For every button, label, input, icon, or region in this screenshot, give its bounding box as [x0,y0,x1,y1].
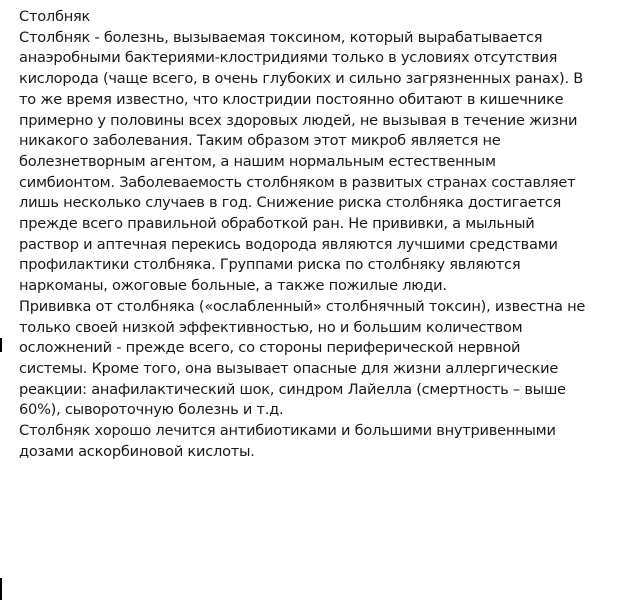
text-line: Столбняк - болезнь, вызываемая токсином, который вырабатывается [19,28,543,46]
text-line: 60%), сывороточную болезнь и т.д. [19,401,284,419]
text-line: профилактики столбняка. Группами риска по столбняку являются [19,256,521,274]
text-line: болезнетворным агентом, а нашим нормальным естественным [19,152,496,170]
text-line: осложнений - прежде всего, со стороны периферической нервной [19,339,521,357]
text-line: Прививка от столбняка («ослабленный» столбнячный токсин), известна не [19,297,586,315]
text-line: наркоманы, ожоговые больные, а также пожилые люди. [19,277,447,295]
document-title: Столбняк [19,8,91,25]
text-line: никакого заболевания. Таким образом этот микроб является не [19,132,501,150]
document-text [19,7,625,462]
text-line: только своей низкой эффективностью, но и большим количеством [19,318,523,336]
left-edge-mark-bottom [0,578,2,600]
text-line: Столбняк хорошо лечится антибиотиками и большими внутривенными [19,422,556,440]
text-line: дозами аскорбиновой кислоты. [19,442,255,460]
left-edge-mark-top [0,338,2,352]
text-line: раствор и аптечная перекись водорода являются лучшими средствами [19,235,558,253]
text-line: прежде всего правильной обработкой ран. Не прививки, а мыльный [19,215,535,233]
text-line: симбионтом. Заболеваемость столбняком в развитых странах составляет [19,173,576,191]
text-line: примерно у половины всех здоровых людей, не вызывая в течение жизни [19,111,578,129]
text-line: кислорода (чаще всего, в очень глубоких и сильно загрязненных ранах). В [19,70,584,88]
text-line: то же время известно, что клостридии постоянно обитают в кишечнике [19,90,564,108]
text-line: лишь несколько случаев в год. Снижение риска столбняка достигается [19,194,562,212]
text-line: анаэробными бактериями-клостридиями только в условиях отсутствия [19,49,558,67]
text-line: реакции: анафилактический шок, синдром Лайелла (смертность – выше [19,380,566,398]
text-line: системы. Кроме того, она вызывает опасные для жизни аллергические [19,359,559,377]
